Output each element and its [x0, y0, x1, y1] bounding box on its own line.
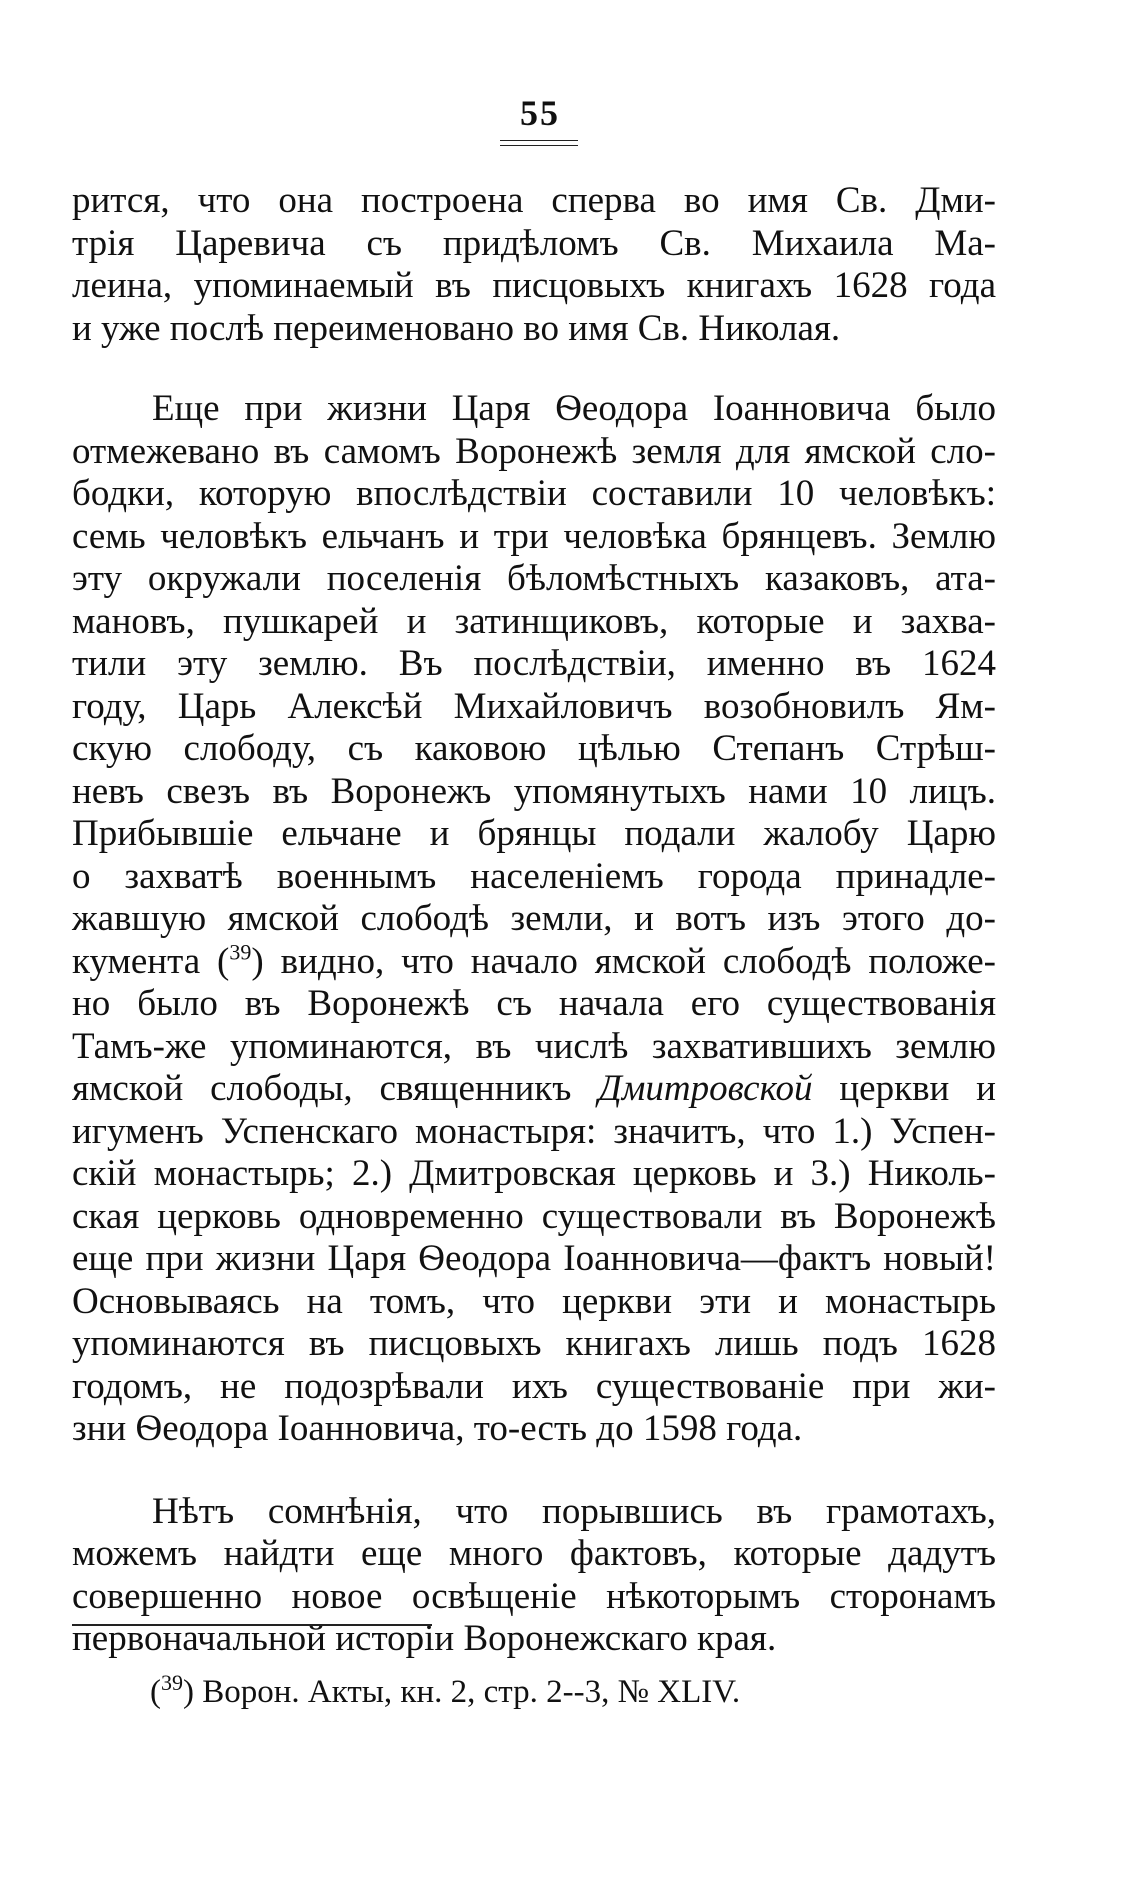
paragraph-2: [72, 388, 996, 1451]
text-line: тили эту землю. Въ послѣдствіи, именно въ 1624: [72, 643, 996, 684]
footnote-separator: [72, 1624, 432, 1626]
text-body: [72, 180, 996, 1661]
text-line: годомъ, не подозрѣвали ихъ существованіе при жи-: [72, 1365, 996, 1407]
text-line: скій монастырь; 2.) Дмитровская церковь и 3.) Николь-: [72, 1153, 996, 1194]
paragraph-1: [72, 180, 996, 350]
text-line-with-footnote: [72, 941, 996, 984]
text-line: мановъ, пушкарей и затинщиковъ, которые и захва-: [72, 600, 996, 642]
text-line: о захватѣ военнымъ населеніемъ города принадле-: [72, 855, 996, 897]
text-line: Тамъ-же упоминаются, въ числѣ захватившихъ землю: [72, 1025, 996, 1067]
text-line: леина, упоминаемый въ писцовыхъ книгахъ 1628 года: [72, 265, 996, 306]
footnote-reference: 39: [229, 939, 252, 965]
text-line: Нѣтъ сомнѣнія, что порывшись въ грамотахъ,: [152, 1490, 996, 1532]
text-line: первоначальной исторіи Воронежскаго края.: [72, 1618, 777, 1659]
text-line: Еще при жизни Царя Ѳеодора Іоанновича было: [152, 388, 996, 429]
text-line: жавшую ямской слободѣ земли, и вотъ изъ этого до-: [72, 898, 996, 939]
text-fragment: ) видно, что начало ямской слободѣ положе-: [251, 940, 996, 982]
text-line: году, Царь Алексѣй Михайловичъ возобновилъ Ям-: [72, 685, 996, 727]
text-line: но было въ Воронежѣ съ начала его существованія: [72, 983, 996, 1024]
text-fragment: ямской слободы, священникъ: [72, 1068, 599, 1109]
text-line: эту окружали поселенія бѣломѣстныхъ казаковъ, ата-: [72, 558, 996, 599]
page-number: 55: [520, 93, 560, 133]
footnote: [150, 1672, 950, 1712]
text-fragment: кумента (: [72, 940, 230, 982]
footnote-open-paren: (: [150, 1674, 161, 1710]
text-fragment: церкви и: [812, 1068, 996, 1109]
text-line: невъ свезъ въ Воронежъ упомянутыхъ нами 10 лицъ.: [72, 770, 996, 812]
text-line: рится, что она построена сперва во имя Св. Дми-: [72, 180, 996, 221]
text-line: отмежевано въ самомъ Воронежѣ земля для ямской сло-: [72, 430, 996, 472]
text-line: можемъ найдти еще много фактовъ, которые дадутъ: [72, 1533, 996, 1574]
text-line-with-italic: [72, 1068, 996, 1111]
text-line: совершенно новое освѣщеніе нѣкоторымъ сторонамъ: [72, 1575, 996, 1617]
text-line: еще при жизни Царя Ѳеодора Іоанновича—фактъ новый!: [72, 1238, 996, 1279]
italic-church-name: Дмитровской: [598, 1068, 813, 1109]
text-line: упоминаются въ писцовыхъ книгахъ лишь подъ 1628: [72, 1323, 996, 1364]
text-line: Основываясь на томъ, что церкви эти и монастырь: [72, 1280, 996, 1322]
footnote-text: ) Ворон. Акты, кн. 2, стр. 2--3, № XLIV.: [183, 1674, 741, 1710]
text-line: игуменъ Успенскаго монастыря: значитъ, что 1.) Успен-: [72, 1110, 996, 1152]
text-line: бодки, которую впослѣдствіи составили 10 человѣкъ:: [72, 473, 996, 514]
paragraph-3: [72, 1491, 996, 1661]
text-line: Прибывшіе ельчане и брянцы подали жалобу Царю: [72, 813, 996, 854]
text-line: и уже послѣ переименовано во имя Св. Николая.: [72, 307, 841, 349]
footnote-marker: 39: [161, 1670, 183, 1695]
text-line: зни Ѳеодора Іоанновича, то-есть до 1598 года.: [72, 1408, 803, 1449]
text-line: скую слободу, съ каковою цѣлью Степанъ Стрѣш-: [72, 728, 996, 769]
text-line: ская церковь одновременно существовали въ Воронежѣ: [72, 1195, 996, 1237]
page-number-rule: [500, 140, 578, 146]
text-line: трія Царевича съ придѣломъ Св. Михаила Ма-: [72, 222, 996, 264]
text-line: семь человѣкъ ельчанъ и три человѣка брянцевъ. Землю: [72, 515, 996, 557]
